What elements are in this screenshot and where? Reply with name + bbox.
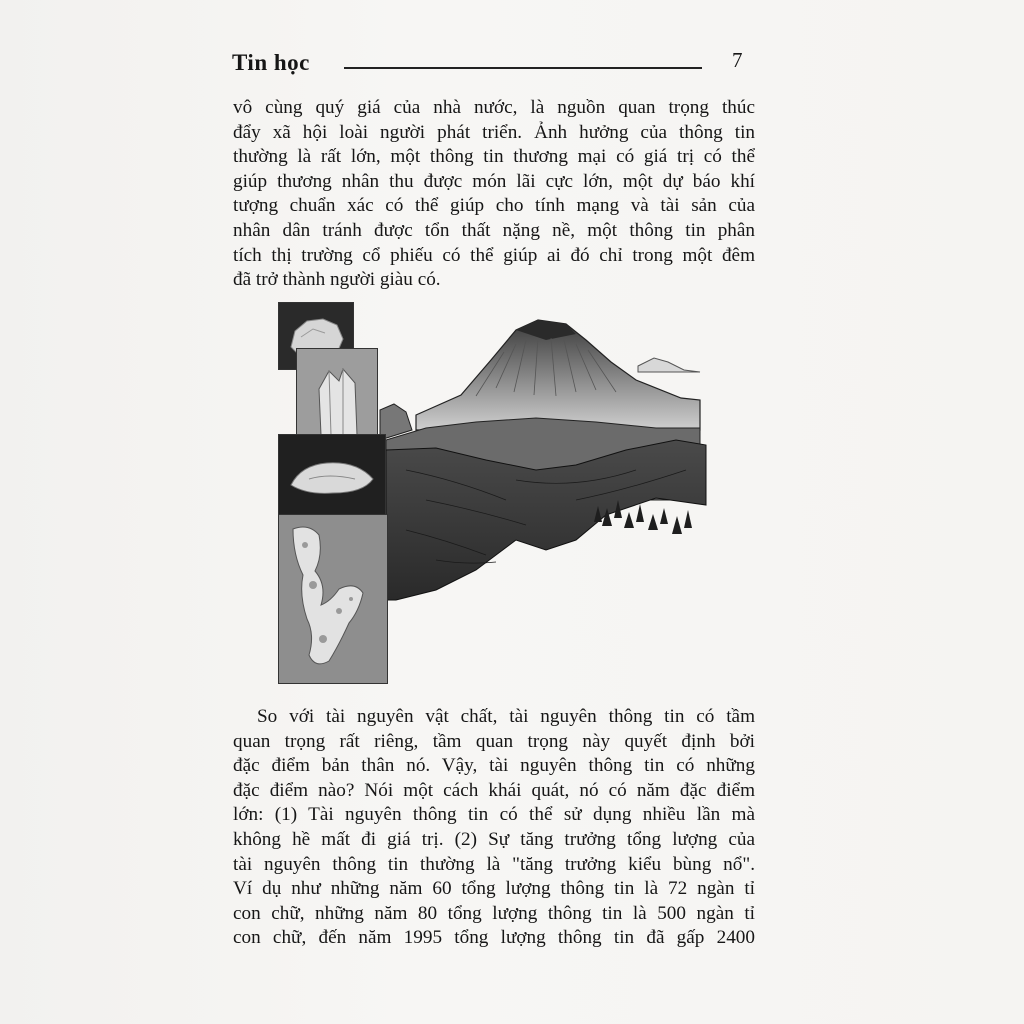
text-line: giúp thương nhân thu được món lãi cực lớn, một dự báo khí bbox=[233, 170, 755, 192]
text-line: Ví dụ như những năm 60 tổng lượng thông tin là 72 ngàn tỉ bbox=[233, 878, 755, 900]
chapter-title: Tin học bbox=[232, 50, 310, 75]
page-number: 7 bbox=[732, 48, 743, 72]
text-line: quan trọng rất riêng, tầm quan trọng này quyết định bởi bbox=[233, 730, 755, 752]
text-line: tích thị trường cổ phiếu có thể giúp ai đó chỉ trong một đêm bbox=[233, 244, 755, 266]
text-line: lớn: (1) Tài nguyên thông tin có thể sử dụng nhiều lần mà bbox=[233, 804, 755, 826]
text-line: không hề mất đi giá trị. (2) Sự tăng trưởng tổng lượng của bbox=[233, 828, 755, 850]
text-line: vô cùng quý giá của nhà nước, là nguồn quan trọng thúc bbox=[233, 97, 755, 118]
text-line: đã trở thành người giàu có. bbox=[233, 269, 441, 291]
text-line: tài nguyên thông tin thường là "tăng trưởng kiểu bùng nổ". bbox=[233, 853, 755, 875]
text-line: đặc điểm nào? Nói một cách khái quát, nó có năm đặc điểm bbox=[233, 779, 755, 801]
text-line: nhân dân tránh được tổn thất nặng nề, một thông tin phân bbox=[233, 219, 755, 241]
mineral-vein-icon bbox=[278, 514, 388, 684]
text-line: đẩy xã hội loài người phát triển. Ảnh hưởng của thông tin bbox=[233, 121, 755, 143]
running-header bbox=[232, 46, 752, 82]
paragraph-1 bbox=[233, 96, 755, 293]
ore-specimen-icon bbox=[278, 434, 386, 516]
crystal-specimen-icon bbox=[296, 348, 378, 448]
text-line: con chữ, những năm 80 tổng lượng thông tin là 500 ngàn tỉ bbox=[233, 902, 755, 924]
illustration bbox=[276, 300, 716, 685]
text-line: tượng chuẩn xác có thể giúp cho tính mạng và tài sản của bbox=[233, 195, 755, 217]
text-line: So với tài nguyên vật chất, tài nguyên thông tin có tầm bbox=[257, 706, 755, 727]
text-line: đặc điểm bản thân nó. Vậy, tài nguyên thông tin có những bbox=[233, 755, 755, 777]
text-line: thường là rất lớn, một thông tin thương mại có giá trị có thể bbox=[233, 146, 755, 168]
text-line: con chữ, đến năm 1995 tổng lượng thông tin đã gấp 2400 bbox=[233, 927, 755, 949]
header-rule bbox=[344, 67, 702, 69]
paragraph-2 bbox=[233, 705, 755, 951]
